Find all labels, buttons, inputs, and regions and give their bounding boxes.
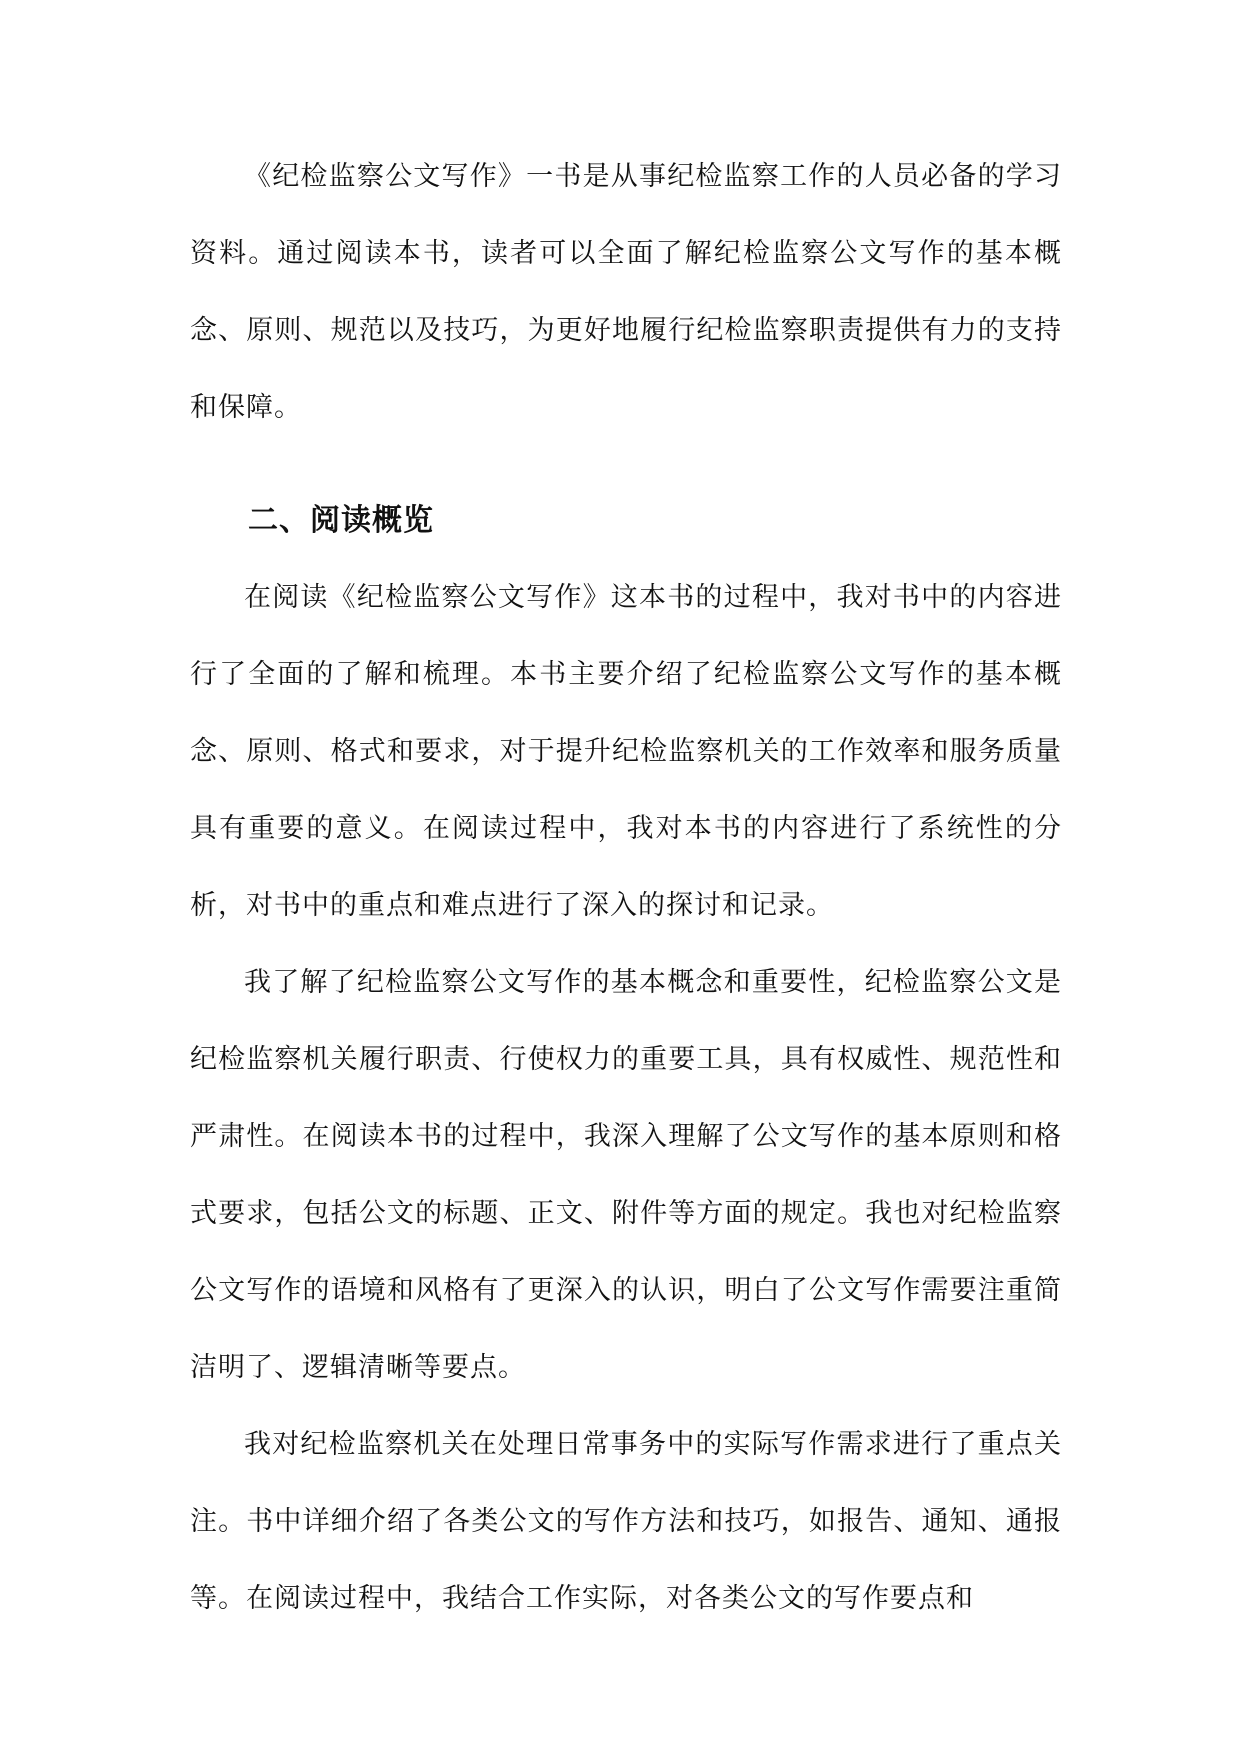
document-body — [190, 138, 1062, 1637]
body-paragraph-3: 我对纪检监察机关在处理日常事务中的实际写作需求进行了重点关注。书中详细介绍了各类公文的写作方法和技巧，如报告、通知、通报等。在阅读过程中，我结合工作实际，对各类公文的写作要点和 — [190, 1429, 1062, 1614]
body-paragraph-1: 在阅读《纪检监察公文写作》这本书的过程中，我对书中的内容进行了全面的了解和梳理。本书主要介绍了纪检监察公文写作的基本概念、原则、格式和要求，对于提升纪检监察机关的工作效率和服务质量具有重要的意义。在阅读过程中，我对本书的内容进行了系统性的分析，对书中的重点和难点进行了深入的探讨和记录。 — [190, 582, 1062, 921]
body-paragraph-2: 我了解了纪检监察公文写作的基本概念和重要性，纪检监察公文是纪检监察机关履行职责、行使权力的重要工具，具有权威性、规范性和严肃性。在阅读本书的过程中，我深入理解了公文写作的基本原则和格式要求，包括公文的标题、正文、附件等方面的规定。我也对纪检监察公文写作的语境和风格有了更深入的认识，明白了公文写作需要注重简洁明了、逻辑清晰等要点。 — [190, 967, 1062, 1383]
section-heading: 二、阅读概览 — [248, 503, 434, 538]
intro-paragraph: 《纪检监察公文写作》一书是从事纪检监察工作的人员必备的学习资料。通过阅读本书，读者可以全面了解纪检监察公文写作的基本概念、原则、规范以及技巧，为更好地履行纪检监察职责提供有力的支持和保障。 — [190, 161, 1062, 423]
